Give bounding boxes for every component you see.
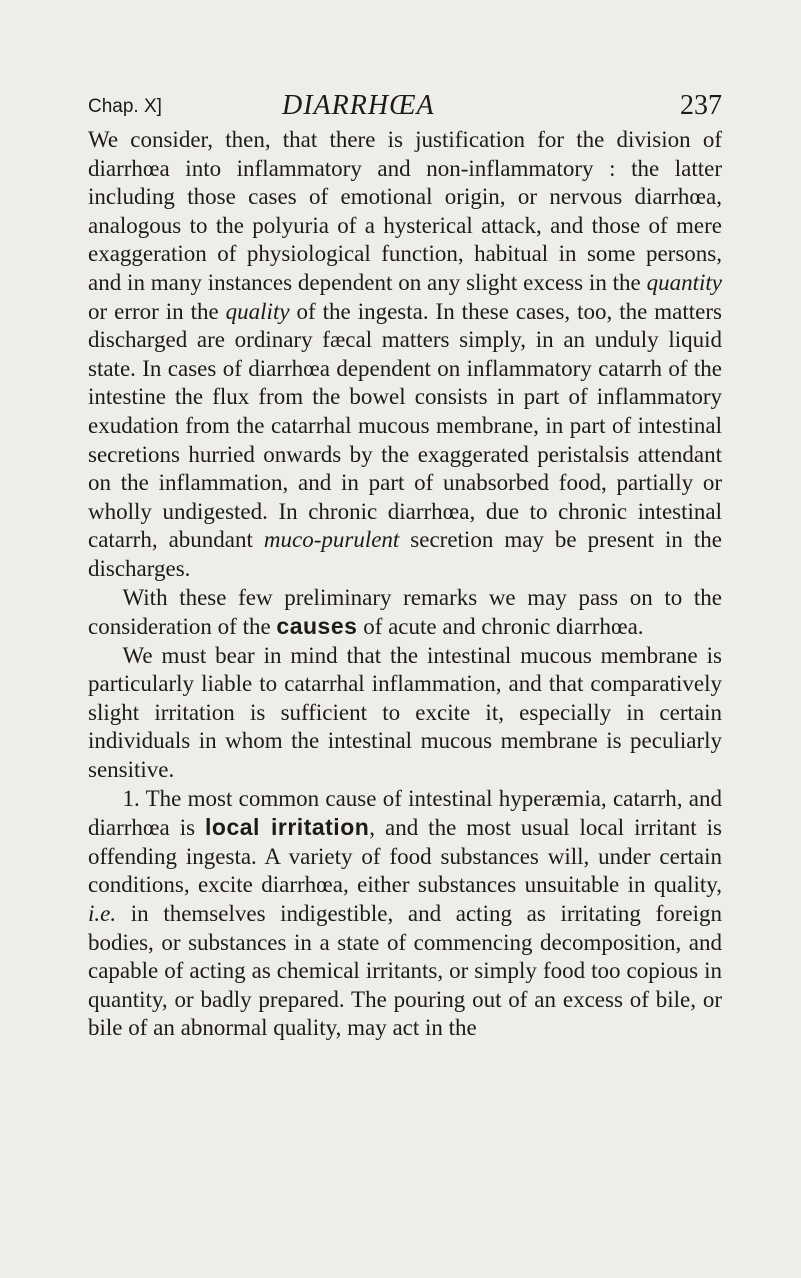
paragraph-1	[88, 126, 722, 584]
paragraph-4	[88, 785, 722, 1043]
text-run: With these few preliminary remarks we may pass on to the consideration of the	[88, 584, 722, 640]
italic-quantity: quantity	[646, 269, 722, 295]
text-run: of acute and chronic diarrhœa.	[357, 614, 644, 640]
body-text	[88, 126, 722, 1043]
bold-local-irritation: local irritation	[205, 814, 370, 841]
text-run: of the ingesta. In these cases, too, the matters discharged are ordinary fæcal matters simply, in an unduly liquid state. In cases of diarrhœa dependent on inflammatory catarrh of the intestine the flux from the bowel consists in part of inflammatory exudation from the catarrhal mucous membrane, in part of intestinal secretions hurried onwards by the exaggerated peristalsis attendant on the inflammation, and in part of unabsorbed food, partially or wholly undigested. In chronic diarrhœa, due to chronic intestinal catarrh, abundant	[88, 298, 722, 553]
text-run: or error in the	[88, 298, 226, 324]
chapter-label: Chap. X]	[88, 96, 162, 117]
bold-causes: causes	[276, 613, 358, 640]
paragraph-3	[88, 642, 722, 785]
text-run: We consider, then, that there is justification for the division of diarrhœa into inflammatory and non-inflammatory : the latter including those cases of emotional origin, or nervous diarrhœa, analogous to the polyuria of a hysterical attack, and those of mere exaggeration of physiological function, habitual in some persons, and in many instances dependent on any slight excess in the	[88, 127, 722, 295]
paragraph-2	[88, 584, 722, 642]
text-run: 1. The most common cause of intestinal hyperæmia, catarrh, and diarrhœa is	[88, 785, 722, 841]
italic-quality: quality	[225, 298, 290, 324]
text-run: We must bear in mind that the intestinal mucous membrane is particularly liable to catarrhal inflammation, and that comparatively slight irritation is sufficient to excite it, especially in certain individuals in whom the intestinal mucous membrane is peculiarly sensitive.	[88, 642, 722, 783]
text-run: in themselves indigestible, and acting as irritating foreign bodies, or substances in a state of commencing decomposition, and capable of acting as chemical irritants, or simply food too copious in quantity, or badly prepared. The pouring out of an excess of bile, or bile of an abnormal quality, may act in the	[88, 901, 722, 1041]
italic-ie: i.e.	[88, 901, 117, 927]
text-run: secretion may be present in the discharges.	[88, 527, 722, 581]
running-title: DIARRHŒA	[282, 90, 435, 121]
page-number: 237	[680, 90, 722, 121]
italic-muco-purulent: muco-purulent	[263, 527, 400, 553]
text-run: , and the most usual local irritant is offending ingesta. A variety of food substances will, under certain conditions, excite diarrhœa, either substances unsuitable in quality,	[88, 815, 722, 898]
page-header	[88, 90, 722, 124]
